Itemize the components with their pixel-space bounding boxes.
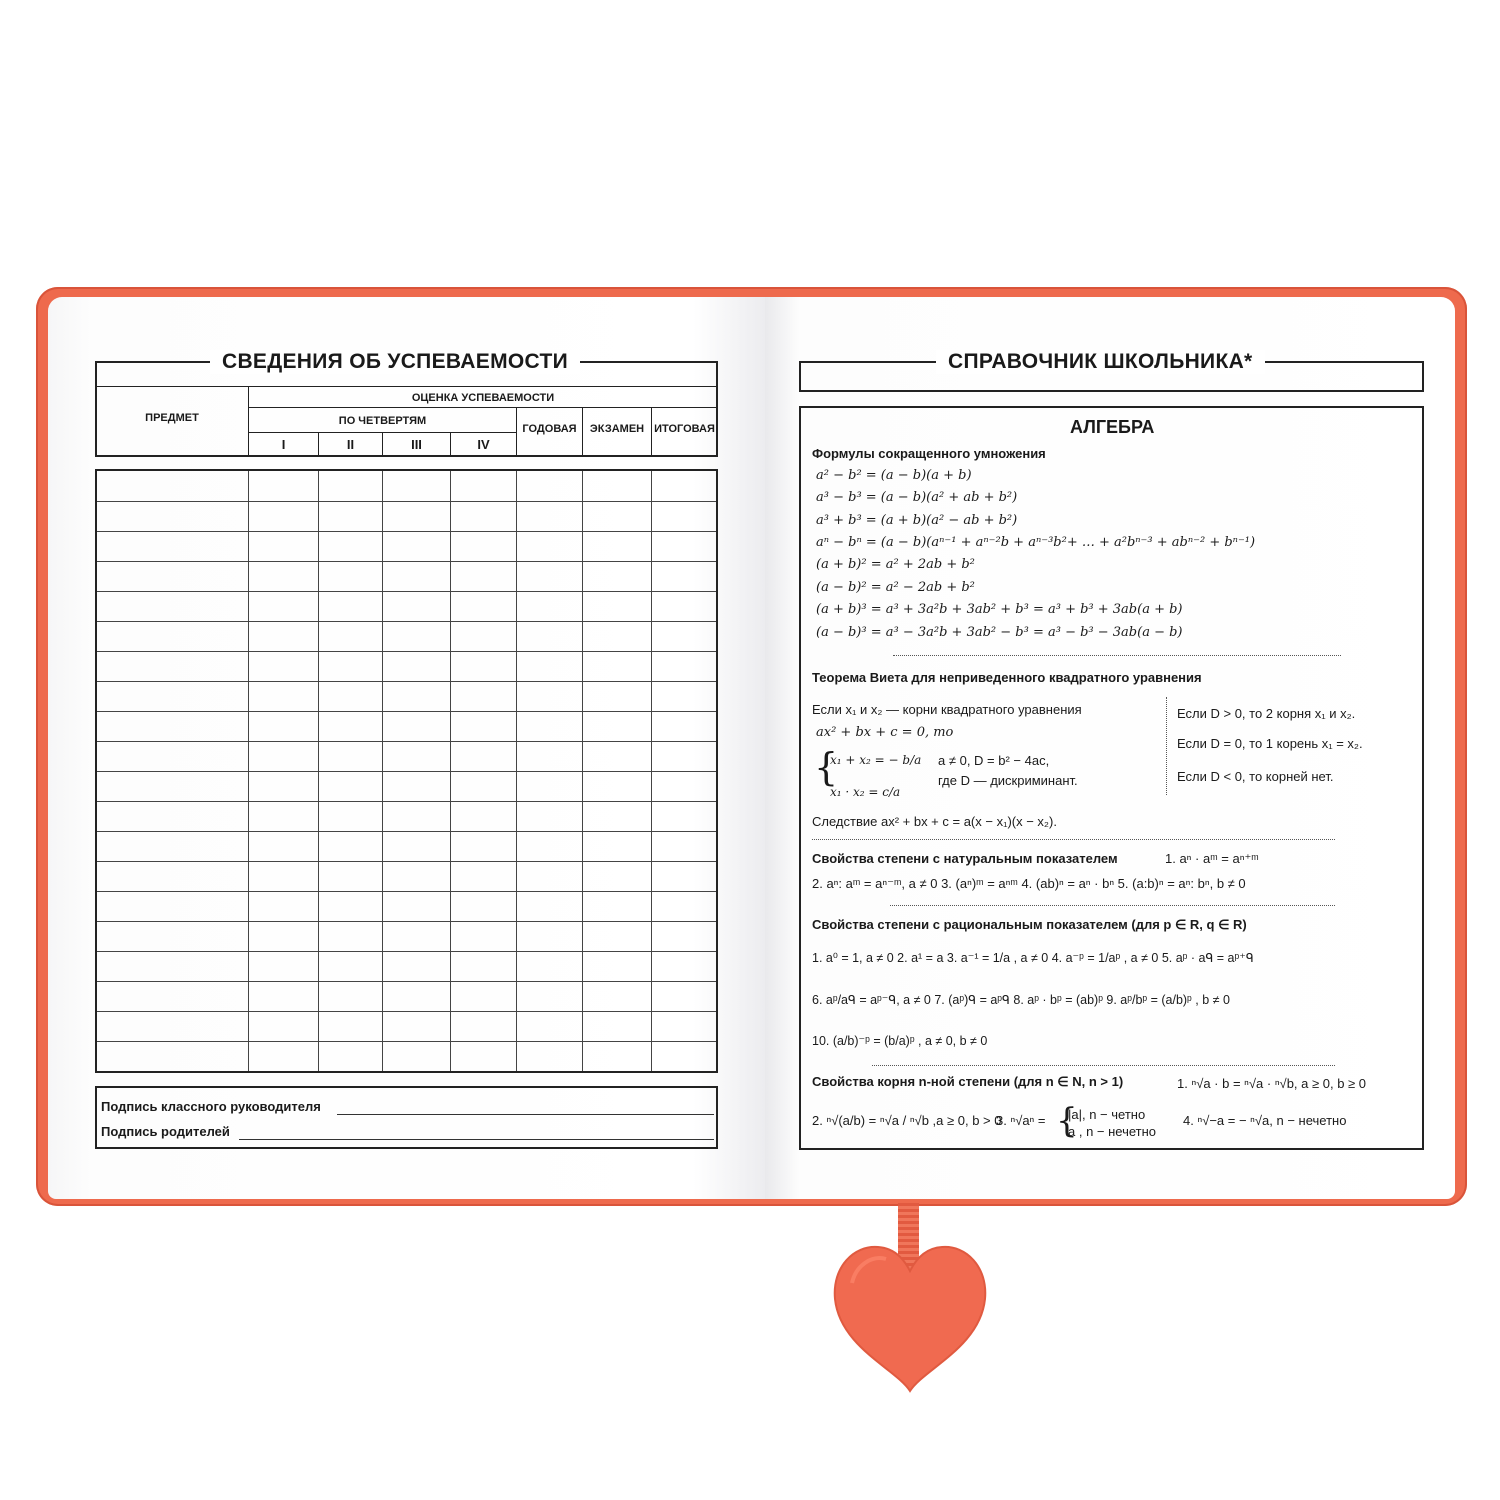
natural-power-rest: 2. aⁿ: aᵐ = aⁿ⁻ᵐ, a ≠ 0 3. (aⁿ)ᵐ = aⁿᵐ 4. (ab)ⁿ = aⁿ · bⁿ 5. (a:b)ⁿ = aⁿ: bⁿ, b ≠ 0 — [812, 876, 1246, 891]
root-property-4: 4. ⁿ√−a = − ⁿ√a, n − нечетно — [1183, 1113, 1347, 1128]
grid-row-line — [97, 531, 716, 532]
discriminant-case-negative: Если D < 0, то корней нет. — [1177, 769, 1334, 784]
rational-power-line-2: 6. aᵖ/aᑫ = aᵖ⁻ᑫ, a ≠ 0 7. (aᵖ)ᑫ = aᵖᑫ 8. aᵖ · bᵖ = (ab)ᵖ 9. aᵖ/bᵖ = (a/b)ᵖ , b ≠ 0 — [812, 993, 1230, 1007]
grid-column-line — [450, 471, 451, 1071]
formula: (a − b)² = a² − 2ab + b² — [816, 580, 975, 595]
vieta-condition: a ≠ 0, D = b² − 4ac, — [938, 753, 1050, 768]
system-brace: { — [814, 745, 839, 789]
cases-brace: { — [1056, 1101, 1078, 1141]
grid-row-line — [97, 1041, 716, 1042]
vieta-intro: Если x₁ и x₂ — корни квадратного уравнения — [812, 702, 1082, 717]
vieta-discriminant: где D — дискриминант. — [938, 773, 1078, 788]
grid-row-line — [97, 921, 716, 922]
grid-row-line — [97, 831, 716, 832]
grid-row-line — [97, 711, 716, 712]
header-rule — [248, 407, 718, 408]
subject-header: ПРЕДМЕТ — [145, 412, 199, 424]
dotted-separator — [893, 655, 1341, 656]
teacher-signature-label: Подпись классного руководителя — [101, 1099, 321, 1114]
natural-power-heading: Свойства степени с натуральным показателем — [812, 851, 1118, 866]
grid-row-line — [97, 651, 716, 652]
grid-row-line — [97, 741, 716, 742]
vieta-sum: x₁ + x₂ = − b/a — [830, 753, 922, 767]
teacher-signature-line[interactable] — [337, 1114, 714, 1115]
formula: aⁿ − bⁿ = (a − b)(aⁿ⁻¹ + aⁿ⁻²b + aⁿ⁻³b²+ … + a²bⁿ⁻³ + abⁿ⁻² + bⁿ⁻¹) — [816, 535, 1256, 550]
grid-column-line — [382, 471, 383, 1071]
grid-row-line — [97, 951, 716, 952]
quarters-header: ПО ЧЕТВЕРТЯМ — [338, 415, 427, 427]
heart-bookmark-icon[interactable] — [832, 1243, 988, 1395]
grid-column-line — [651, 471, 652, 1071]
root-even-case: |a|, n − четно — [1068, 1107, 1146, 1122]
short-mult-heading: Формулы сокращенного умножения — [812, 446, 1046, 461]
formula: a² − b² = (a − b)(a + b) — [816, 468, 972, 483]
grid-row-line — [97, 591, 716, 592]
dotted-separator — [872, 1065, 1335, 1066]
vertical-separator — [1166, 697, 1167, 795]
root-property-1: 1. ⁿ√a · b = ⁿ√a · ⁿ√b, a ≥ 0, b ≥ 0 — [1177, 1076, 1367, 1091]
root-property-3: 3. ⁿ√aⁿ = — [996, 1113, 1046, 1128]
grid-row-line — [97, 681, 716, 682]
formula: a³ − b³ = (a − b)(a² + ab + b²) — [816, 490, 1018, 505]
grid-row-line — [97, 891, 716, 892]
rational-power-heading: Свойства степени с рациональным показателем (для p ∈ R, q ∈ R) — [812, 917, 1247, 932]
dotted-separator — [890, 905, 1335, 906]
grid-column-line — [248, 471, 249, 1071]
roots-heading: Свойства корня n-ной степени (для n ∈ N, n > 1) — [812, 1074, 1124, 1089]
root-property-2: 2. ⁿ√(a/b) = ⁿ√a / ⁿ√b ,a ≥ 0, b > 0 — [812, 1113, 1002, 1128]
header-rule — [95, 386, 718, 387]
grades-table — [95, 469, 718, 1073]
natural-power-1: 1. aⁿ · aᵐ = aⁿ⁺ᵐ — [1165, 851, 1259, 866]
grid-row-line — [97, 1011, 716, 1012]
vieta-corollary: Следствие ax² + bx + c = a(x − x₁)(x − x₂). — [812, 814, 1057, 829]
grid-column-line — [516, 471, 517, 1071]
exam-header: ЭКЗАМЕН — [589, 423, 645, 435]
grid-row-line — [97, 621, 716, 622]
parents-signature-label: Подпись родителей — [101, 1124, 230, 1139]
vieta-equation: ax² + bx + c = 0, то — [816, 725, 954, 740]
dotted-separator — [812, 839, 1335, 840]
signature-box — [95, 1086, 718, 1149]
reference-title: СПРАВОЧНИК ШКОЛЬНИКА* — [936, 350, 1265, 374]
formula: a³ + b³ = (a + b)(a² − ab + b²) — [816, 513, 1018, 528]
discriminant-case-zero: Если D = 0, то 1 корень x₁ = x₂. — [1177, 736, 1363, 751]
section-title: АЛГЕБРА — [1070, 417, 1155, 437]
final-header: ИТОГОВАЯ — [654, 423, 715, 435]
formula: (a + b)³ = a³ + 3a²b + 3ab² + b³ = a³ + b³ + 3ab(a + b) — [816, 602, 1183, 617]
quarter-1: I — [281, 437, 286, 452]
rational-power-line-1: 1. a⁰ = 1, a ≠ 0 2. a¹ = a 3. a⁻¹ = 1/a , a ≠ 0 4. a⁻ᵖ = 1/aᵖ , a ≠ 0 5. aᵖ · aᑫ = aᵖ⁺ᑫ — [812, 951, 1254, 965]
vieta-heading: Теорема Виета для неприведенного квадратного уравнения — [812, 670, 1202, 685]
formula: (a + b)² = a² + 2ab + b² — [816, 557, 975, 572]
grid-row-line — [97, 801, 716, 802]
quarter-4: IV — [477, 437, 490, 452]
grid-row-line — [97, 861, 716, 862]
parents-signature-line[interactable] — [239, 1139, 714, 1140]
quarter-2: II — [346, 437, 355, 452]
formula: (a − b)³ = a³ − 3a²b + 3ab² − b³ = a³ − b³ − 3ab(a − b) — [816, 625, 1183, 640]
vieta-product: x₁ · x₂ = c/a — [830, 785, 901, 799]
quarter-3: III — [411, 437, 422, 452]
grid-row-line — [97, 771, 716, 772]
root-odd-case: a , n − нечетно — [1068, 1124, 1157, 1139]
grid-column-line — [318, 471, 319, 1071]
annual-header: ГОДОВАЯ — [522, 423, 577, 435]
grid-row-line — [97, 981, 716, 982]
grid-column-line — [582, 471, 583, 1071]
grades-header-label: ОЦЕНКА УСПЕВАЕМОСТИ — [411, 392, 555, 404]
grades-title: СВЕДЕНИЯ ОБ УСПЕВАЕМОСТИ — [210, 350, 580, 374]
grid-row-line — [97, 561, 716, 562]
discriminant-case-positive: Если D > 0, то 2 корня x₁ и x₂. — [1177, 706, 1356, 721]
rational-power-line-3: 10. (a/b)⁻ᵖ = (b/a)ᵖ , a ≠ 0, b ≠ 0 — [812, 1034, 988, 1048]
grid-row-line — [97, 501, 716, 502]
